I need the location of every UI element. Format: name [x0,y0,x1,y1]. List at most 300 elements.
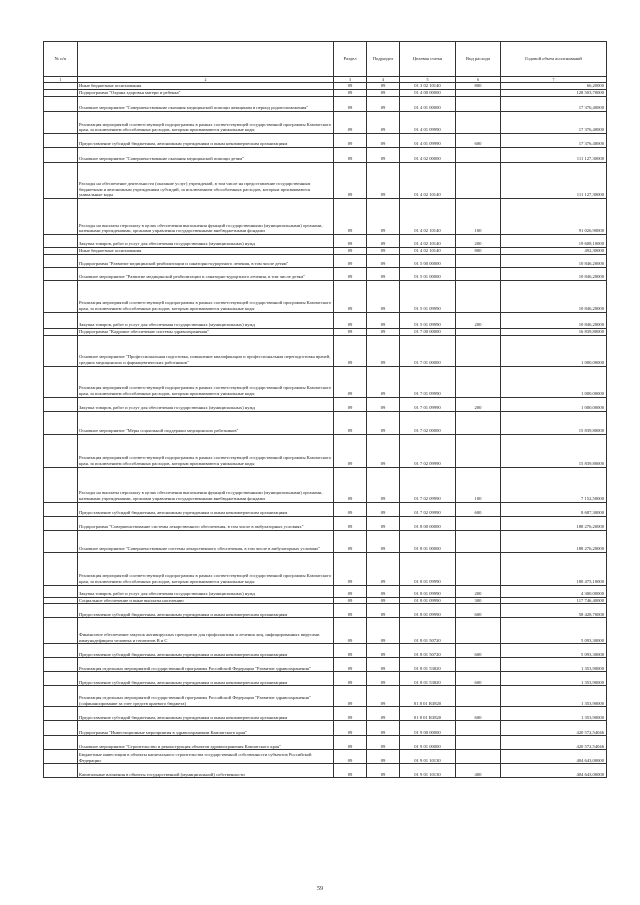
row-podrazdel: 09 [367,764,400,778]
row-sum: 1 353,90000 [501,658,607,672]
table-row [44,112,607,134]
row-vid: 200 [456,312,501,328]
table-row [44,597,607,604]
table-row [44,134,607,148]
budget-sheet [43,41,606,778]
row-podrazdel: 09 [367,585,400,597]
row-index [44,397,78,411]
row-razdel: 09 [334,328,367,335]
row-target: 01 8 01 R3820 [400,686,456,707]
table-row [44,328,607,335]
row-name: Основное мероприятие "Профессиональная подготовка, повышение квалификации и профессиональная переподготовка врачей, средних медицинских и фармацевтических работников" [78,335,334,366]
colnum: 3 [334,77,367,83]
row-index [44,280,78,312]
row-sum: 111 127,30000 [501,148,607,163]
row-target: 01 7 00 00000 [400,328,456,335]
table-row [44,467,607,502]
row-razdel: 09 [334,235,367,248]
row-podrazdel: 09 [367,235,400,248]
row-index [44,248,78,255]
row-target: 01 8 01 53820 [400,672,456,686]
row-target: 01 5 01 09990 [400,312,456,328]
row-index [44,597,78,604]
table-row [44,235,607,248]
row-sum: 4 300,00000 [501,585,607,597]
row-vid [456,721,501,736]
row-name: Основное мероприятие "Совершенствование оказания медицинской помощи детям" [78,148,334,163]
row-name: Расходы на выплаты персоналу в целях обеспечения выполнения функций государственными (муниципальными) органами, казенными учреждениями, органами управления государственными внебюджетными фондами [78,199,334,235]
row-index [44,83,78,90]
row-vid: 600 [456,672,501,686]
row-name: Подпрограмма "Охрана здоровья матери и ребенка" [78,90,334,97]
row-name: Предоставление субсидий бюджетным, автономным учреждениям и иным некоммерческим организациям [78,707,334,721]
row-razdel: 09 [334,254,367,267]
row-name: Основное мероприятие "Меры социальной поддержки медицинских работников" [78,411,334,434]
row-sum: 117 746,40000 [501,597,607,604]
row-vid [456,434,501,467]
table-row [44,434,607,467]
row-sum: 17 376,40000 [501,97,607,112]
row-sum: 420 572,54046 [501,721,607,736]
row-razdel: 09 [334,267,367,280]
row-target: 01 8 00 00000 [400,516,456,530]
row-razdel: 09 [334,467,367,502]
row-podrazdel: 09 [367,644,400,658]
colnum: 4 [367,77,400,83]
row-sum: 128 503,70000 [501,90,607,97]
row-vid [456,530,501,552]
row-name: Предоставление субсидий бюджетным, автономным учреждениям и иным некоммерческим организациям [78,672,334,686]
row-sum: 1 353,90000 [501,672,607,686]
row-target: 01 8 01 00000 [400,530,456,552]
table-row [44,604,607,618]
row-sum: 1 000,00000 [501,397,607,411]
row-target: 01 8 01 09990 [400,597,456,604]
row-name: Реализация мероприятий соответствующей подпрограммы в рамках соответствующей государственной программы Камчатского края, за исключением обособленных расходов, которым присваиваются уникальные коды [78,112,334,134]
row-name: Расходы на обеспечение деятельности (оказание услуг) учреждений, в том числе на предоставление государственным бюджетным и автономным учреждениям субсидий, за исключением обособленных расходов, которым присваиваются уникальные коды [78,163,334,199]
row-vid [456,736,501,750]
row-name: Иные бюджетные ассигнования [78,248,334,255]
row-target: 01 8 01 09990 [400,604,456,618]
row-podrazdel: 09 [367,434,400,467]
row-razdel: 09 [334,721,367,736]
row-target: 01 4 02 10140 [400,199,456,235]
table-row [44,618,607,644]
table-row [44,148,607,163]
budget-table [43,41,607,778]
row-vid: 300 [456,597,501,604]
row-vid [456,163,501,199]
row-razdel: 09 [334,618,367,644]
row-vid: 200 [456,235,501,248]
header-vid: Вид расхода [456,42,501,77]
row-razdel: 09 [334,134,367,148]
table-row [44,644,607,658]
row-target: 01 5 01 00000 [400,267,456,280]
row-razdel: 09 [334,502,367,516]
table-row [44,335,607,366]
row-razdel: 09 [334,411,367,434]
row-target: 01 8 01 50720 [400,618,456,644]
row-name: Социальное обеспечение и иные выплаты населению [78,597,334,604]
row-razdel: 09 [334,335,367,366]
table-row [44,764,607,778]
row-target: 01 7 02 00000 [400,411,456,434]
row-index [44,199,78,235]
row-vid [456,658,501,672]
row-vid: 600 [456,134,501,148]
header-num: № п/п [44,42,78,77]
table-row [44,750,607,764]
row-name: Закупка товаров, работ и услуг для обеспечения государственных (муниципальных) нужд [78,585,334,597]
row-name: Предоставление субсидий бюджетным, автономным учреждениям и иным некоммерческим организациям [78,604,334,618]
row-target: 01 7 02 09990 [400,434,456,467]
row-podrazdel: 09 [367,552,400,585]
row-target: 01 7 02 09990 [400,502,456,516]
row-index [44,530,78,552]
row-sum: 10 846,20000 [501,254,607,267]
header-name [78,42,334,77]
row-vid [456,148,501,163]
row-podrazdel: 09 [367,411,400,434]
row-vid [456,335,501,366]
table-row [44,530,607,552]
row-name: Подпрограмма "Кадровое обеспечение системы здравоохранения" [78,328,334,335]
row-podrazdel: 09 [367,672,400,686]
row-sum: 1 000,00000 [501,335,607,366]
row-index [44,502,78,516]
row-target: 01 8 01 09990 [400,585,456,597]
table-row [44,397,607,411]
table-row [44,254,607,267]
row-razdel: 09 [334,604,367,618]
row-name: Капитальные вложения в объекты государственной (муниципальной) собственности [78,764,334,778]
row-target: 01 8 01 R3820 [400,707,456,721]
row-vid: 800 [456,248,501,255]
row-vid [456,686,501,707]
row-vid: 200 [456,585,501,597]
row-target: 01 4 01 09990 [400,112,456,134]
row-index [44,516,78,530]
row-podrazdel: 09 [367,604,400,618]
table-row [44,83,607,90]
row-target: 01 4 02 10140 [400,235,456,248]
row-podrazdel: 09 [367,134,400,148]
header-total: Годовой объем ассигнований [501,42,607,77]
row-vid [456,97,501,112]
row-index [44,750,78,764]
row-razdel: 09 [334,764,367,778]
row-sum: 5 093,30000 [501,644,607,658]
row-index [44,312,78,328]
row-sum: 111 127,30000 [501,163,607,199]
row-index [44,434,78,467]
row-podrazdel: 09 [367,83,400,90]
row-razdel: 09 [334,530,367,552]
row-sum: 58 428,70000 [501,604,607,618]
row-podrazdel: 09 [367,467,400,502]
row-sum: 188 276,20000 [501,516,607,530]
row-vid: 600 [456,502,501,516]
row-podrazdel: 09 [367,597,400,604]
row-podrazdel: 09 [367,280,400,312]
row-podrazdel: 09 [367,148,400,163]
row-name: Подпрограмма "Совершенствование системы лекарственного обеспечения, в том числе в амбулаторных условиях" [78,516,334,530]
row-razdel: 09 [334,686,367,707]
table-row [44,366,607,397]
row-index [44,707,78,721]
row-podrazdel: 09 [367,397,400,411]
row-razdel: 09 [334,707,367,721]
row-target: 01 8 01 50720 [400,644,456,658]
row-vid [456,618,501,644]
header-target: Целевая статья [400,42,456,77]
row-podrazdel: 09 [367,248,400,255]
row-target: 01 5 00 00000 [400,254,456,267]
row-podrazdel: 09 [367,618,400,644]
row-name: Подпрограмма "Развитие медицинской реабилитации и санаторно-курортного лечения, в том числе детям" [78,254,334,267]
row-sum: 17 376,40000 [501,134,607,148]
row-index [44,618,78,644]
row-index [44,672,78,686]
row-sum: 8 687,30000 [501,502,607,516]
row-target: 01 9 00 00000 [400,721,456,736]
row-index [44,97,78,112]
row-index [44,335,78,366]
row-razdel: 09 [334,112,367,134]
row-index [44,552,78,585]
row-razdel: 09 [334,516,367,530]
row-razdel: 09 [334,434,367,467]
header-razdel: Раздел [334,42,367,77]
table-row [44,90,607,97]
row-podrazdel: 09 [367,502,400,516]
row-podrazdel: 09 [367,736,400,750]
row-sum: 492,30000 [501,248,607,255]
row-vid [456,90,501,97]
row-target: 01 4 00 00000 [400,90,456,97]
row-target: 01 7 01 09990 [400,366,456,397]
row-vid [456,750,501,764]
header-podrazdel: Подраздел [367,42,400,77]
row-sum: 16 839,80000 [501,328,607,335]
row-name: Реализация отдельных мероприятий государственной программы Российской Федерации "Развитие здравоохранения" (софинансирование за счет средств краевого бюджета) [78,686,334,707]
row-index [44,604,78,618]
row-sum: 420 572,54046 [501,736,607,750]
table-row [44,248,607,255]
table-row [44,658,607,672]
row-sum: 404 643,00000 [501,750,607,764]
row-vid [456,552,501,585]
row-target: 01 7 02 09990 [400,467,456,502]
row-name: Закупка товаров, работ и услуг для обеспечения государственных (муниципальных) нужд [78,397,334,411]
colnum: 1 [44,77,78,83]
row-name: Финансовое обеспечение закупок антивирусных препаратов для профилактики и лечения лиц, инфицированных вирусами иммунодефицита человека и гепатитов В и С [78,618,334,644]
page-number: 59 [317,886,323,892]
table-row [44,267,607,280]
row-podrazdel: 09 [367,163,400,199]
row-vid [456,411,501,434]
row-razdel: 09 [334,280,367,312]
row-vid [456,516,501,530]
row-podrazdel: 09 [367,254,400,267]
row-vid [456,267,501,280]
row-index [44,585,78,597]
row-podrazdel: 09 [367,658,400,672]
row-target: 01 4 02 00000 [400,148,456,163]
row-razdel: 09 [334,672,367,686]
row-index [44,658,78,672]
header-row [44,42,607,77]
row-sum: 91 026,90000 [501,199,607,235]
row-sum: 10 846,20000 [501,267,607,280]
row-name: Реализация отдельных мероприятий государственной программы Российской Федерации "Развитие здравоохранения" [78,658,334,672]
row-razdel: 09 [334,736,367,750]
row-podrazdel: 09 [367,312,400,328]
row-index [44,90,78,97]
colnum: 5 [400,77,456,83]
row-vid: 100 [456,467,501,502]
row-razdel: 09 [334,750,367,764]
table-row [44,199,607,235]
row-index [44,411,78,434]
row-name: Подпрограмма "Инвестиционные мероприятия в здравоохранении Камчатского края" [78,721,334,736]
row-index [44,366,78,397]
row-vid [456,254,501,267]
row-index [44,721,78,736]
row-index [44,644,78,658]
row-index [44,254,78,267]
row-sum: 1 353,90000 [501,707,607,721]
table-body [44,83,607,778]
row-name: Расходы на выплаты персоналу в целях обеспечения выполнения функций государственными (муниципальными) органами, казенными учреждениями, органами управления государственными внебюджетными фондами [78,467,334,502]
row-sum: 5 093,30000 [501,618,607,644]
row-vid: 200 [456,397,501,411]
row-razdel: 09 [334,90,367,97]
row-target: 01 4 02 10140 [400,163,456,199]
colnum: 2 [78,77,334,83]
row-name: Основное мероприятие "Строительство и реконструкция объектов здравоохранения Камчатского края" [78,736,334,750]
row-name: Основное мероприятие "Совершенствование системы лекарственного обеспечения, в том числе в амбулаторных условиях" [78,530,334,552]
row-index [44,328,78,335]
row-vid: 600 [456,644,501,658]
row-razdel: 09 [334,163,367,199]
row-index [44,686,78,707]
row-index [44,134,78,148]
colnum: 6 [456,77,501,83]
row-target: 01 4 02 10140 [400,248,456,255]
row-index [44,112,78,134]
row-target: 01 9 01 10130 [400,764,456,778]
row-sum: 10 846,20000 [501,312,607,328]
row-vid [456,280,501,312]
row-razdel: 09 [334,658,367,672]
table-row [44,97,607,112]
row-vid: 400 [456,764,501,778]
row-name: Бюджетные инвестиции в объекты капитального строительства государственной собственности субъектов Российской Федерации [78,750,334,764]
row-sum: 404 643,00000 [501,764,607,778]
table-row [44,686,607,707]
table-row [44,552,607,585]
row-index [44,148,78,163]
row-name: Иные бюджетные ассигнования [78,83,334,90]
row-razdel: 09 [334,644,367,658]
row-vid: 800 [456,83,501,90]
row-podrazdel: 09 [367,366,400,397]
row-target: 01 9 01 00000 [400,736,456,750]
table-row [44,721,607,736]
table-row [44,672,607,686]
row-name: Основное мероприятие "Совершенствование оказания медицинской помощи женщинам в период родовспоможения" [78,97,334,112]
row-podrazdel: 09 [367,707,400,721]
row-name: Предоставление субсидий бюджетным, автономным учреждениям и иным некоммерческим организациям [78,502,334,516]
row-podrazdel: 09 [367,328,400,335]
table-row [44,502,607,516]
row-name: Предоставление субсидий бюджетным, автономным учреждениям и иным некоммерческим организациям [78,134,334,148]
row-target: 01 5 01 09990 [400,280,456,312]
row-target: 01 4 01 09990 [400,134,456,148]
row-sum: 19 608,10000 [501,235,607,248]
row-vid [456,112,501,134]
row-sum: 15 839,80000 [501,411,607,434]
row-name: Предоставление субсидий бюджетным, автономным учреждениям и иным некоммерческим организациям [78,644,334,658]
row-razdel: 09 [334,199,367,235]
row-sum: 15 839,80000 [501,434,607,467]
row-razdel: 09 [334,248,367,255]
row-sum: 66,20000 [501,83,607,90]
row-index [44,235,78,248]
colnum: 7 [501,77,607,83]
table-row [44,411,607,434]
row-razdel: 09 [334,83,367,90]
row-podrazdel: 09 [367,750,400,764]
row-podrazdel: 09 [367,90,400,97]
row-podrazdel: 09 [367,530,400,552]
row-index [44,764,78,778]
row-target: 01 8 01 53820 [400,658,456,672]
row-podrazdel: 09 [367,516,400,530]
row-index [44,267,78,280]
row-sum: 180 475,10000 [501,552,607,585]
row-podrazdel: 09 [367,112,400,134]
row-podrazdel: 09 [367,199,400,235]
table-row [44,516,607,530]
row-podrazdel: 09 [367,97,400,112]
row-name: Реализация мероприятий соответствующей подпрограммы в рамках соответствующей государственной программы Камчатского края, за исключением обособленных расходов, которым присваиваются уникальные коды [78,366,334,397]
table-row [44,163,607,199]
row-sum: 188 276,20000 [501,530,607,552]
row-podrazdel: 09 [367,267,400,280]
table-row [44,280,607,312]
row-vid: 600 [456,707,501,721]
table-row [44,312,607,328]
row-razdel: 09 [334,597,367,604]
row-index [44,163,78,199]
row-vid: 100 [456,199,501,235]
row-name: Реализация мероприятий соответствующей подпрограммы в рамках соответствующей государственной программы Камчатского края, за исключением обособленных расходов, которым присваиваются уникальные коды [78,280,334,312]
row-vid [456,366,501,397]
table-row [44,736,607,750]
row-sum: 7 152,50000 [501,467,607,502]
table-row [44,585,607,597]
row-target: 01 4 01 00000 [400,97,456,112]
row-razdel: 09 [334,397,367,411]
row-razdel: 09 [334,148,367,163]
row-target: 01 3 02 10140 [400,83,456,90]
row-razdel: 09 [334,585,367,597]
row-index [44,736,78,750]
row-sum: 1 000,00000 [501,366,607,397]
